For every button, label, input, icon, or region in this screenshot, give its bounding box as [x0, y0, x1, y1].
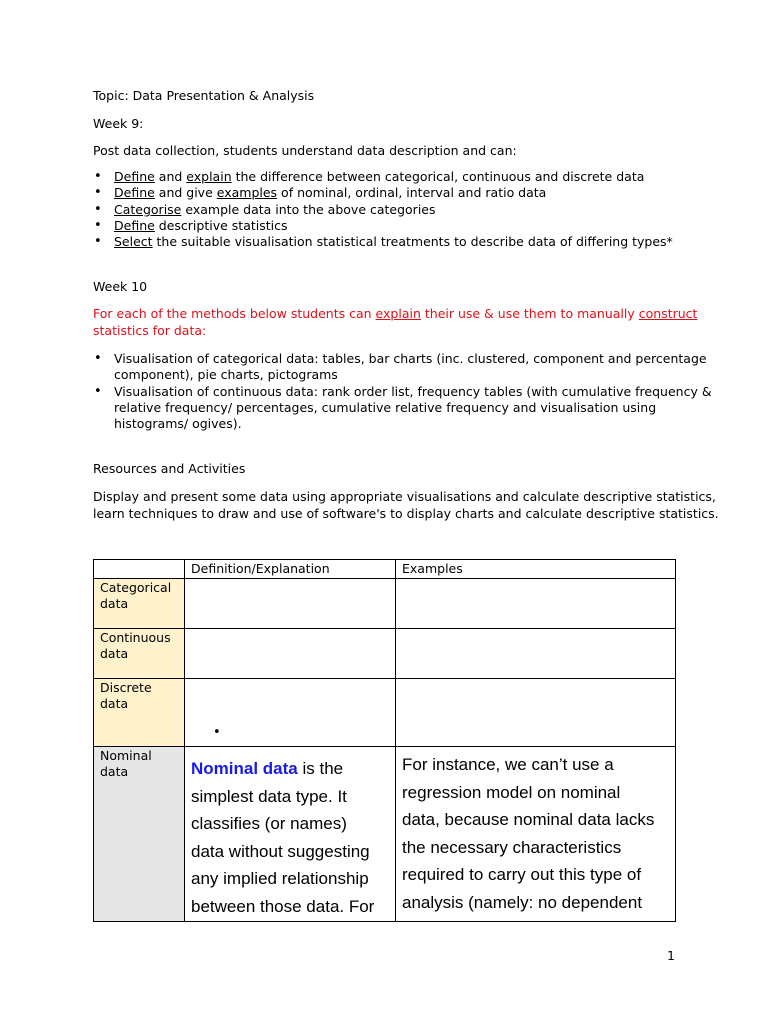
nominal-definition-text: Nominal data is the simplest data type. It classifies (or names) data without suggesting any implied relationship between those data. For: [191, 759, 375, 916]
nominal-examples-cell[interactable]: [396, 747, 676, 922]
table-row: [94, 629, 676, 679]
definition-cell[interactable]: [185, 629, 396, 679]
resources-text-line1: Display and present some data using appropriate visualisations and calculate descriptive statistics,: [93, 489, 716, 504]
data-types-table: [93, 559, 676, 922]
nominal-example-text: For instance, we can’t use a regression model on nominal data, because nominal data lacks the necessary characteristics required to carry out this type of analysis (namely: no dependent: [402, 755, 655, 912]
week10-heading: Week 10: [93, 279, 148, 294]
topic-line: Topic: Data Presentation & Analysis: [93, 88, 315, 103]
row-label-categorical: Categorical data: [94, 579, 185, 629]
week10-bullet-list: [93, 351, 712, 432]
row-label-discrete: Discrete data: [94, 679, 185, 747]
examples-cell[interactable]: [396, 679, 676, 747]
nominal-definition-cell[interactable]: [185, 747, 396, 922]
table-header-row: [94, 560, 676, 579]
header-cell-examples: Examples: [396, 560, 676, 579]
resources-heading: Resources and Activities: [93, 461, 246, 476]
examples-cell[interactable]: [396, 579, 676, 629]
examples-cell[interactable]: [396, 629, 676, 679]
week9-intro: Post data collection, students understand data description and can:: [93, 143, 517, 158]
resources-text-line2: learn techniques to draw and use of software's to display charts and calculate descriptive statistics.: [93, 506, 719, 521]
bullet-dot: •: [213, 725, 221, 740]
definition-cell[interactable]: [185, 579, 396, 629]
list-item: • Visualisation of categorical data: tables, bar charts (inc. clustered, component and percentage component), pie charts, pictograms: [93, 351, 712, 384]
table-row: [94, 747, 676, 922]
header-cell-definition: Definition/Explanation: [185, 560, 396, 579]
table-row: [94, 579, 676, 629]
week9-heading: Week 9:: [93, 116, 144, 131]
list-item: • Categorise example data into the above categories: [93, 202, 673, 218]
list-item: • Define and explain the difference between categorical, continuous and discrete data: [93, 169, 673, 185]
list-item: • Define and give examples of nominal, ordinal, interval and ratio data: [93, 185, 673, 201]
list-item: • Define descriptive statistics: [93, 218, 673, 234]
week9-bullet-list: [93, 169, 673, 250]
row-label-continuous: Continuous data: [94, 629, 185, 679]
definition-cell[interactable]: [185, 679, 396, 747]
list-item: • Visualisation of continuous data: rank order list, frequency tables (with cumulative frequency & relative frequency/ percentages, cumulative relative frequency and visualisation using histograms/ ogives).: [93, 384, 712, 433]
header-cell-empty: [94, 560, 185, 579]
page-number: 1: [667, 948, 675, 963]
week10-objective-line1: For each of the methods below students can explain their use & use them to manually construct: [93, 306, 698, 321]
row-label-nominal: Nominal data: [94, 747, 185, 922]
week10-objective-line2: statistics for data:: [93, 323, 207, 338]
table-row: [94, 679, 676, 747]
list-item: • Select the suitable visualisation statistical treatments to describe data of differing types*: [93, 234, 673, 250]
